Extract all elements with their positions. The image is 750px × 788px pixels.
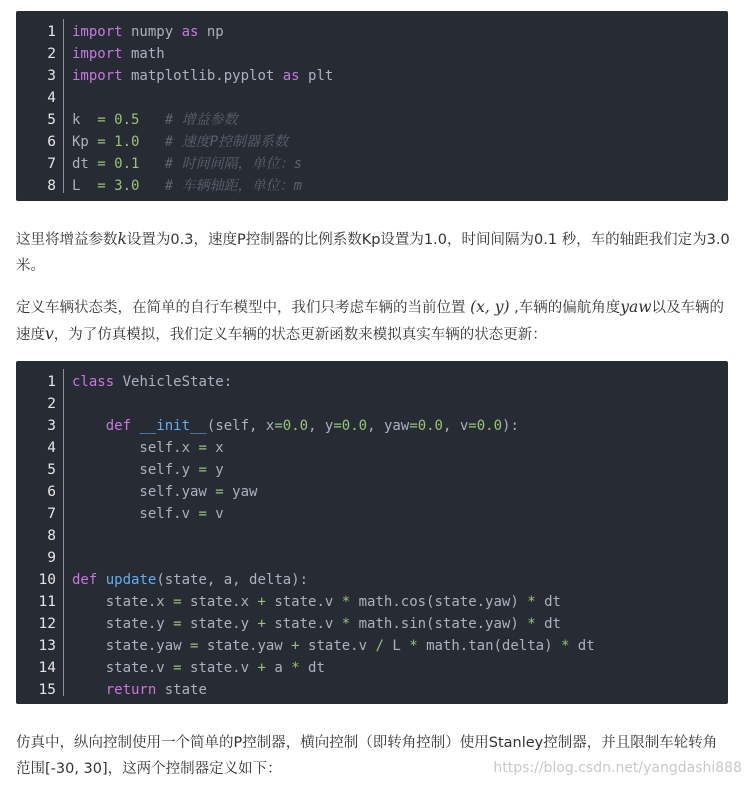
line-number: 7 xyxy=(47,506,56,522)
line-number: 6 xyxy=(47,484,56,500)
code-line xyxy=(16,153,728,175)
code-text: import math xyxy=(72,46,165,62)
var-v: v xyxy=(45,325,54,343)
code-line xyxy=(16,371,728,393)
line-number: 5 xyxy=(47,462,56,478)
code-line xyxy=(16,43,728,65)
para3-text: 仿真中，纵向控制使用一个简单的P控制器，横向控制（即转角控制）使用Stanley控制器，并且限制车轮转角范围[-30, 30]，这两个控制器定义如下： xyxy=(16,735,718,777)
code-line xyxy=(16,87,728,109)
code-text: def update(state, a, delta): xyxy=(72,572,309,588)
line-number: 12 xyxy=(38,616,56,632)
para2-text-d: ，为了仿真模拟，我们定义车辆的状态更新函数来模拟真实车辆的状态更新： xyxy=(53,327,547,343)
paragraph-vehicle-state xyxy=(16,294,730,348)
code-text: state.x = state.x + state.v * math.cos(state.yaw) * dt xyxy=(72,594,561,610)
line-number: 8 xyxy=(47,178,56,194)
line-number: 3 xyxy=(47,418,56,434)
line-number: 2 xyxy=(47,396,56,412)
code-text: state.y = state.y + state.v * math.sin(state.yaw) * dt xyxy=(72,616,561,632)
line-number: 15 xyxy=(38,682,56,698)
code-line xyxy=(16,437,728,459)
code-text: state.v = state.v + a * dt xyxy=(72,660,325,676)
code-lines xyxy=(16,371,728,701)
code-text: import matplotlib.pyplot as plt xyxy=(72,68,334,84)
watermark: https://blog.csdn.net/yangdashi888 xyxy=(493,760,742,776)
code-text: self.yaw = yaw xyxy=(72,484,258,500)
code-line xyxy=(16,679,728,701)
line-number: 11 xyxy=(38,594,56,610)
code-block-vehicle-state xyxy=(16,361,728,704)
code-text: L = 3.0 # 车辆轴距，单位：m xyxy=(72,178,303,194)
code-line xyxy=(16,175,728,197)
code-line xyxy=(16,131,728,153)
var-position: (x, y) xyxy=(470,298,510,316)
code-line xyxy=(16,635,728,657)
line-number: 5 xyxy=(47,112,56,128)
code-text: class VehicleState: xyxy=(72,374,233,390)
code-line xyxy=(16,591,728,613)
line-number: 14 xyxy=(38,660,56,676)
line-number: 1 xyxy=(47,374,56,390)
code-line xyxy=(16,393,728,415)
para2-text-b: ,车辆的偏航角度 xyxy=(509,300,621,316)
para2-text-c: 以及车辆的速度 xyxy=(16,300,725,343)
line-number: 10 xyxy=(38,572,56,588)
code-text: import numpy as np xyxy=(72,24,224,40)
code-text: Kp = 1.0 # 速度P控制器系数 xyxy=(72,134,289,150)
code-block-constants xyxy=(16,11,728,201)
code-text: self.y = y xyxy=(72,462,224,478)
code-line xyxy=(16,613,728,635)
line-number: 6 xyxy=(47,134,56,150)
para1-text-b: 设置为0.3，速度P控制器的比例系数Kp设置为1.0，时间间隔为0.1 秒，车的轴距我们定为3.0米。 xyxy=(16,232,730,274)
line-number: 9 xyxy=(47,550,56,566)
code-line xyxy=(16,459,728,481)
paragraph-gain-settings xyxy=(16,226,730,279)
code-text: dt = 0.1 # 时间间隔，单位：s xyxy=(72,156,303,172)
code-text: def __init__(self, x=0.0, y=0.0, yaw=0.0, v=0.0): xyxy=(105,418,519,434)
code-text: self.x = x xyxy=(72,440,224,456)
line-number: 7 xyxy=(47,156,56,172)
code-line xyxy=(16,657,728,679)
para1-text-a: 这里将增益参数 xyxy=(16,232,118,248)
line-number: 4 xyxy=(47,440,56,456)
code-line xyxy=(16,415,728,437)
code-line xyxy=(16,481,728,503)
code-line xyxy=(16,21,728,43)
line-number: 2 xyxy=(47,46,56,62)
code-text: return state xyxy=(105,682,207,698)
var-k: k xyxy=(117,230,127,248)
para2-text-a: 定义车辆状态类，在简单的自行车模型中，我们只考虑车辆的当前位置 xyxy=(16,300,471,316)
line-number: 3 xyxy=(47,68,56,84)
line-number: 4 xyxy=(47,90,56,106)
code-text: state.yaw = state.yaw + state.v / L * math.tan(delta) * dt xyxy=(72,638,595,654)
code-text: self.v = v xyxy=(72,506,224,522)
line-number: 1 xyxy=(47,24,56,40)
code-line xyxy=(16,547,728,569)
line-number: 13 xyxy=(38,638,56,654)
code-text: k = 0.5 # 增益参数 xyxy=(72,112,238,128)
code-line xyxy=(16,503,728,525)
var-yaw: yaw xyxy=(620,298,652,316)
code-lines xyxy=(16,21,728,197)
code-line xyxy=(16,65,728,87)
code-line xyxy=(16,525,728,547)
code-line xyxy=(16,569,728,591)
code-line xyxy=(16,109,728,131)
line-number: 8 xyxy=(47,528,56,544)
